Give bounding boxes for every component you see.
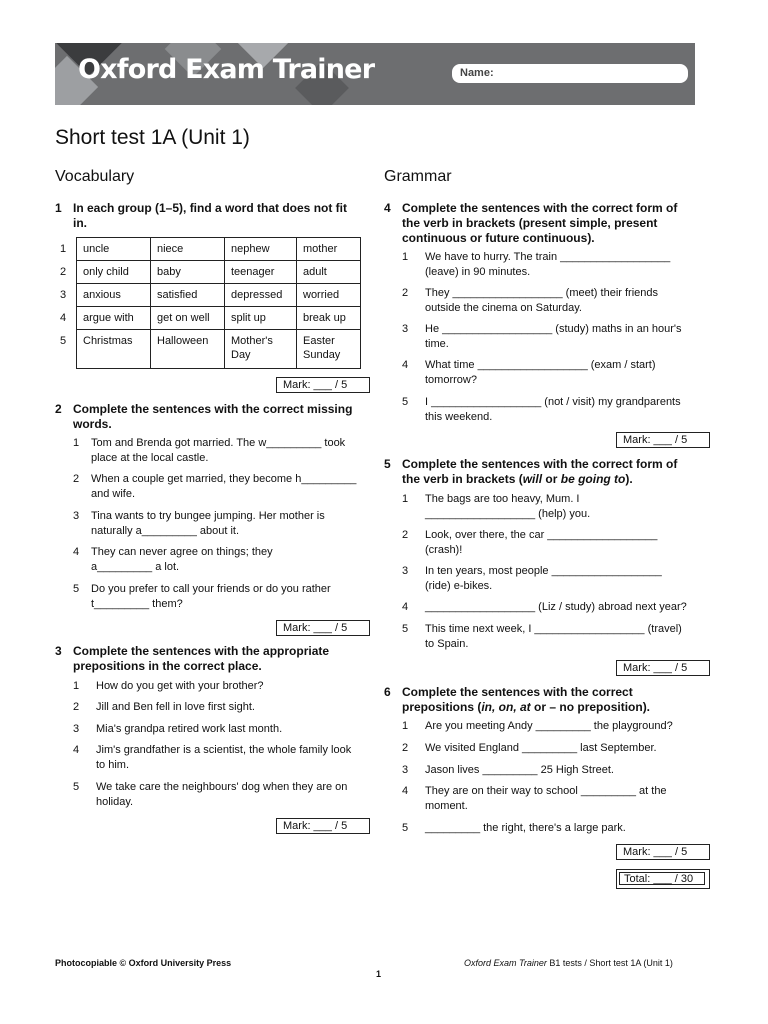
question-text[interactable]: [425, 719, 673, 734]
row-number: 4: [60, 312, 67, 324]
instruction-line: [402, 472, 633, 487]
question-text[interactable]: [91, 509, 325, 539]
name-field[interactable]: [452, 64, 688, 83]
brand-title: Oxford Exam Trainer: [78, 54, 375, 85]
word-line: Day: [231, 349, 251, 361]
question-number: 5: [402, 396, 409, 408]
question-line: moment.: [425, 800, 468, 812]
task-4-instruction: [384, 201, 704, 246]
question-text[interactable]: [91, 545, 273, 575]
question-text[interactable]: [425, 821, 626, 836]
question-text[interactable]: [91, 436, 345, 466]
question-text[interactable]: [425, 250, 670, 280]
question-line: How do you get with your brother?: [96, 680, 264, 692]
question-line: outside the cinema on Saturday.: [425, 302, 582, 314]
task-number: 3: [55, 644, 62, 658]
word-cell: only child: [77, 261, 151, 284]
question-line: Jim's grandfather is a scientist, the whole family look: [96, 744, 352, 756]
question-number: 4: [73, 546, 80, 558]
row-number: 1: [60, 243, 67, 255]
word-line: Sunday: [303, 349, 341, 361]
task-6-instruction: [384, 685, 704, 715]
question-text[interactable]: [96, 679, 264, 694]
text-run: or: [542, 472, 561, 486]
question-line: I __________________ (not / visit) my grandparents: [425, 396, 681, 408]
question-text[interactable]: [96, 700, 255, 715]
question-line: t_________ them?: [91, 598, 183, 610]
question-line: place at the local castle.: [91, 452, 209, 464]
section-title-grammar: Grammar: [384, 168, 452, 185]
question-line: In ten years, most people __________________: [425, 565, 662, 577]
instruction-line: Complete the sentences with the correct: [402, 685, 633, 699]
question-number: 4: [402, 601, 409, 613]
question-text[interactable]: [425, 622, 682, 652]
task-2-instruction: [55, 402, 375, 432]
question-number: 2: [73, 473, 80, 485]
question-number: 4: [402, 785, 409, 797]
vocabulary-table: [55, 237, 361, 369]
question-line: Tina wants to try bungee jumping. Her mother is: [91, 510, 325, 522]
text-run: or – no preposition).: [530, 700, 651, 714]
question-number: 5: [402, 822, 409, 834]
question-number: 5: [73, 781, 80, 793]
text-run-italic: be going to: [560, 472, 626, 486]
question-line: The bags are too heavy, Mum. I: [425, 493, 580, 505]
instruction-line: Complete the sentences with the appropriate: [73, 644, 330, 658]
question-text[interactable]: [425, 528, 657, 558]
word-cell: break up: [297, 307, 361, 330]
word-line: Easter: [303, 335, 335, 347]
question-line: and wife.: [91, 488, 136, 500]
question-line: Tom and Brenda got married. The w_________ took: [91, 437, 346, 449]
question-line: What time __________________ (exam / start): [425, 359, 656, 371]
question-line: __________________ (help) you.: [425, 508, 591, 520]
page-title: Short test 1A (Unit 1): [55, 126, 250, 149]
mark-box[interactable]: Mark: ___ / 5: [276, 620, 370, 636]
question-line: (ride) e-bikes.: [425, 580, 493, 592]
question-line: Jason lives _________ 25 High Street.: [425, 764, 614, 776]
task-number: 1: [55, 201, 62, 215]
question-line: tomorrow?: [425, 374, 477, 386]
word-cell: baby: [151, 261, 225, 284]
question-text[interactable]: [425, 492, 590, 522]
question-number: 1: [402, 720, 409, 732]
question-line: a_________ a lot.: [91, 561, 180, 573]
text-run: ).: [625, 472, 633, 486]
table-row: [55, 330, 361, 369]
question-text[interactable]: [425, 564, 662, 594]
word-cell: anxious: [77, 284, 151, 307]
question-line: (crash)!: [425, 544, 463, 556]
word-cell: [225, 330, 297, 369]
question-text[interactable]: [425, 600, 687, 615]
instruction-line: [402, 700, 650, 715]
instruction-line: In each group (1–5), find a word that does not fit: [73, 201, 348, 215]
question-line: They can never agree on things; they: [91, 546, 273, 558]
word-cell: Halloween: [151, 330, 225, 369]
question-line: this weekend.: [425, 411, 493, 423]
footer-source: [464, 958, 673, 968]
row-number: 2: [60, 266, 67, 278]
question-text[interactable]: [425, 322, 682, 352]
question-line: Mia's grandpa retired work last month.: [96, 723, 283, 735]
task-1-instruction: [55, 201, 375, 231]
table-row: [55, 238, 361, 261]
text-run: prepositions (: [402, 700, 482, 714]
question-line: (leave) in 90 minutes.: [425, 266, 531, 278]
instruction-line: words.: [73, 417, 112, 431]
word-cell: mother: [297, 238, 361, 261]
question-line: He __________________ (study) maths in an hour's: [425, 323, 682, 335]
mark-box[interactable]: Mark: ___ / 5: [616, 660, 710, 676]
word-line: Mother's: [231, 335, 273, 347]
question-line: They __________________ (meet) their friends: [425, 287, 658, 299]
question-number: 5: [73, 583, 80, 595]
instruction-line: Complete the sentences with the correct missing: [73, 402, 353, 416]
question-number: 1: [73, 680, 80, 692]
question-text[interactable]: [425, 741, 657, 756]
question-line: We have to hurry. The train __________________: [425, 251, 671, 263]
instruction-line: in.: [73, 216, 87, 230]
question-text[interactable]: [91, 472, 356, 502]
total-label: Total: ___ / 30: [619, 872, 705, 885]
question-number: 4: [402, 359, 409, 371]
question-line: Jill and Ben fell in love first sight.: [96, 701, 255, 713]
task-number: 2: [55, 402, 62, 416]
word-cell: worried: [297, 284, 361, 307]
question-number: 3: [73, 510, 80, 522]
question-line: holiday.: [96, 796, 134, 808]
word-cell: uncle: [77, 238, 151, 261]
question-number: 2: [402, 529, 409, 541]
question-line: time.: [425, 338, 449, 350]
question-line: Do you prefer to call your friends or do you rather: [91, 583, 331, 595]
text-run-italic: in, on, at: [481, 700, 531, 714]
question-number: 2: [73, 701, 80, 713]
instruction-line: Complete the sentences with the correct form of: [402, 201, 678, 215]
footer-copyright: Photocopiable © Oxford University Press: [55, 958, 232, 968]
word-cell: get on well: [151, 307, 225, 330]
mark-box[interactable]: Mark: ___ / 5: [276, 377, 370, 393]
section-title-vocabulary: Vocabulary: [55, 168, 135, 185]
question-number: 1: [402, 251, 409, 263]
question-text[interactable]: [425, 286, 658, 316]
mark-box[interactable]: Mark: ___ / 5: [276, 818, 370, 834]
word-cell: niece: [151, 238, 225, 261]
word-cell: split up: [225, 307, 297, 330]
question-number: 3: [402, 565, 409, 577]
row-number: 3: [60, 289, 67, 301]
question-line: This time next week, I __________________ (travel): [425, 623, 682, 635]
question-line: When a couple get married, they become h_________: [91, 473, 357, 485]
total-box[interactable]: [616, 869, 710, 889]
name-label: Name:: [460, 67, 494, 79]
question-number: 3: [402, 323, 409, 335]
question-number: 2: [402, 287, 409, 299]
question-line: We take care the neighbours' dog when they are on: [96, 781, 348, 793]
question-number: 4: [73, 744, 80, 756]
question-number: 3: [402, 764, 409, 776]
question-text[interactable]: [425, 763, 614, 778]
question-text[interactable]: [96, 743, 351, 773]
word-cell: [297, 330, 361, 369]
question-line: Are you meeting Andy _________ the playground?: [425, 720, 673, 732]
table-row: [55, 261, 361, 284]
instruction-line: continuous or future continuous).: [402, 231, 595, 245]
instruction-line: the verb in brackets (present simple, present: [402, 216, 658, 230]
word-cell: teenager: [225, 261, 297, 284]
text-run: the verb in brackets (: [402, 472, 523, 486]
row-number: 5: [60, 334, 67, 347]
question-text[interactable]: [91, 582, 331, 612]
question-text[interactable]: [96, 780, 347, 810]
word-cell: nephew: [225, 238, 297, 261]
question-number: 1: [73, 437, 80, 449]
question-text[interactable]: [425, 358, 656, 388]
word-cell: adult: [297, 261, 361, 284]
question-line: They are on their way to school _________ at the: [425, 785, 667, 797]
word-cell: satisfied: [151, 284, 225, 307]
question-number: 1: [402, 493, 409, 505]
text-run-italic: will: [522, 472, 543, 486]
task-3-instruction: [55, 644, 375, 674]
footer-series: Oxford Exam Trainer: [464, 958, 547, 968]
task-number: 6: [384, 685, 391, 699]
question-line: to Spain.: [425, 638, 469, 650]
question-line: _________ the right, there's a large park.: [425, 822, 626, 834]
task-5-instruction: [384, 457, 704, 487]
table-row: [55, 284, 361, 307]
question-text[interactable]: [96, 722, 282, 737]
instruction-line: Complete the sentences with the correct form of: [402, 457, 678, 471]
question-number: 5: [402, 623, 409, 635]
question-text[interactable]: [425, 784, 667, 814]
table-row: [55, 307, 361, 330]
question-line: naturally a_________ about it.: [91, 525, 240, 537]
instruction-line: prepositions in the correct place.: [73, 659, 262, 673]
question-text[interactable]: [425, 395, 681, 425]
word-cell: depressed: [225, 284, 297, 307]
word-cell: argue with: [77, 307, 151, 330]
question-number: 3: [73, 723, 80, 735]
footer-test-name: B1 tests / Short test 1A (Unit 1): [546, 958, 673, 968]
page-number: 1: [376, 969, 382, 979]
question-line: Look, over there, the car __________________: [425, 529, 658, 541]
question-line: to him.: [96, 759, 130, 771]
question-line: We visited England _________ last September.: [425, 742, 657, 754]
task-number: 5: [384, 457, 391, 471]
mark-box[interactable]: Mark: ___ / 5: [616, 844, 710, 860]
question-line: __________________ (Liz / study) abroad next year?: [425, 601, 687, 613]
mark-box[interactable]: Mark: ___ / 5: [616, 432, 710, 448]
task-number: 4: [384, 201, 391, 215]
word-cell: Christmas: [77, 330, 151, 369]
question-number: 2: [402, 742, 409, 754]
